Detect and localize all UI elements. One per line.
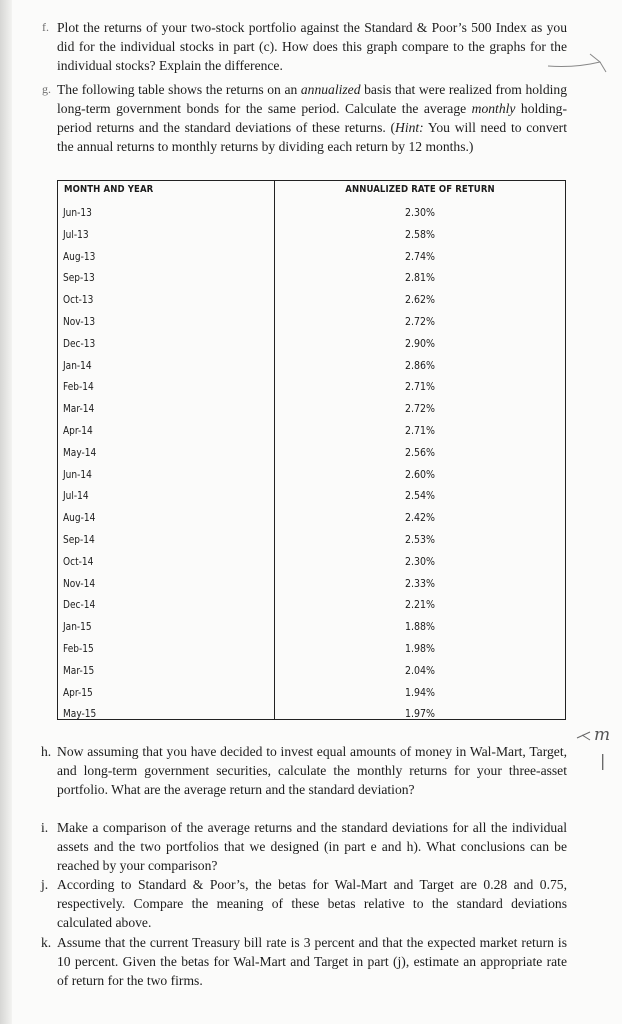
month-cell: Nov-13 [63,315,96,328]
rate-cell: 1.88% [404,621,436,634]
month-cell: Feb-15 [63,642,94,655]
question-letter: j. [41,877,49,892]
question-text: Now assuming that you have decided to invest equal amounts of money in Wal-Mart, Target, and long-term government securities, calculate the monthly returns for your three-asset portfolio. What are the average return and the standard deviation? [57,744,567,797]
rate-cell: 2.21% [404,599,436,612]
rate-cell: 1.98% [404,642,436,655]
month-cell: Jan-14 [63,359,92,372]
month-cell: Jul-13 [63,228,89,241]
rate-cell: 2.30% [404,207,436,219]
month-cell: Dec-14 [63,599,96,612]
month-cell: Jun-13 [63,207,92,219]
month-cell: Nov-14 [63,577,96,590]
handwritten-note: m [594,725,611,745]
rate-cell: 2.60% [404,468,436,481]
month-cell: Jan-15 [63,621,92,634]
rate-cell: 2.62% [404,294,436,307]
question-letter: g. [42,82,51,96]
rate-cell: 2.72% [404,315,436,328]
month-cell: Sep-13 [63,272,95,285]
question-text: Plot the returns of your two-stock portfolio against the Standard & Poor’s 500 Index as you did for the individual stocks in part (c). How does this graph compare to the graphs for the individual stocks? Explain the difference. [57,20,567,73]
month-cell: Oct-14 [63,555,94,568]
question-text: Assume that the current Treasury bill rate is 3 percent and that the expected market return is 10 percent. Given the betas for Wal-Mart and Target in part (j), estimate an appropriate rate of return for the two firms. [57,935,567,988]
question-text: The following table shows the returns on an annualized basis that were realized from holding long-term government bonds for the same period. Calculate the average monthly holding-period returns and the standard deviations of these returns. (Hint: You will need to convert the annual returns to monthly returns by dividing each return by 12 months.) [57,82,567,154]
month-cell: Mar-15 [63,664,95,677]
rate-cell: 2.54% [404,490,436,503]
question-text: Make a comparison of the average returns and the standard deviations for all the individual assets and the two portfolios that we designed (in part e and h). What conclusions can be reached by your comparison? [57,820,567,873]
rate-cell: 2.86% [404,359,436,372]
month-cell: Jun-14 [63,468,92,481]
month-cell: May-15 [63,708,97,721]
question-letter: k. [41,935,52,950]
rate-cell: 2.56% [404,446,436,459]
rate-cell: 2.58% [404,228,436,241]
month-cell: Dec-13 [63,337,96,350]
month-cell: Oct-13 [63,294,94,307]
rate-cell: 2.30% [404,555,436,568]
rate-cell: 2.71% [404,424,436,437]
month-cell: Apr-14 [63,424,93,437]
month-cell: Aug-13 [63,250,96,263]
question-text: According to Standard & Poor’s, the betas for Wal-Mart and Target are 0.28 and 0.75, respectively. Compare the meaning of these betas relative to the standard deviations calculated above. [57,877,567,930]
month-cell: Sep-14 [63,533,95,546]
header-month-year: MONTH AND YEAR [64,184,154,195]
rate-cell: 2.42% [404,512,436,525]
rate-cell: 2.90% [404,337,436,350]
question-letter: i. [41,820,49,835]
question-letter: f. [42,20,49,34]
rate-cell: 2.81% [404,272,436,285]
month-cell: Feb-14 [63,381,94,394]
month-cell: Aug-14 [63,512,96,525]
rate-cell: 1.97% [404,708,436,721]
month-cell: Apr-15 [63,686,93,699]
rate-cell: 2.72% [404,403,436,416]
handwritten-note: | [600,751,606,770]
pencil-arrow-mark [548,54,606,72]
month-cell: May-14 [63,446,97,459]
rate-cell: 2.71% [404,381,436,394]
rate-cell: 2.53% [404,533,436,546]
rate-cell: 2.33% [404,577,436,590]
question-letter: h. [41,744,52,759]
header-annualized-rate: ANNUALIZED RATE OF RETURN [345,184,495,195]
month-cell: Mar-14 [63,403,95,416]
pencil-arrow-mark [577,732,590,740]
month-cell: Jul-14 [63,490,89,503]
rate-cell: 1.94% [404,686,436,699]
rate-cell: 2.74% [404,250,436,263]
rate-cell: 2.04% [404,664,436,677]
